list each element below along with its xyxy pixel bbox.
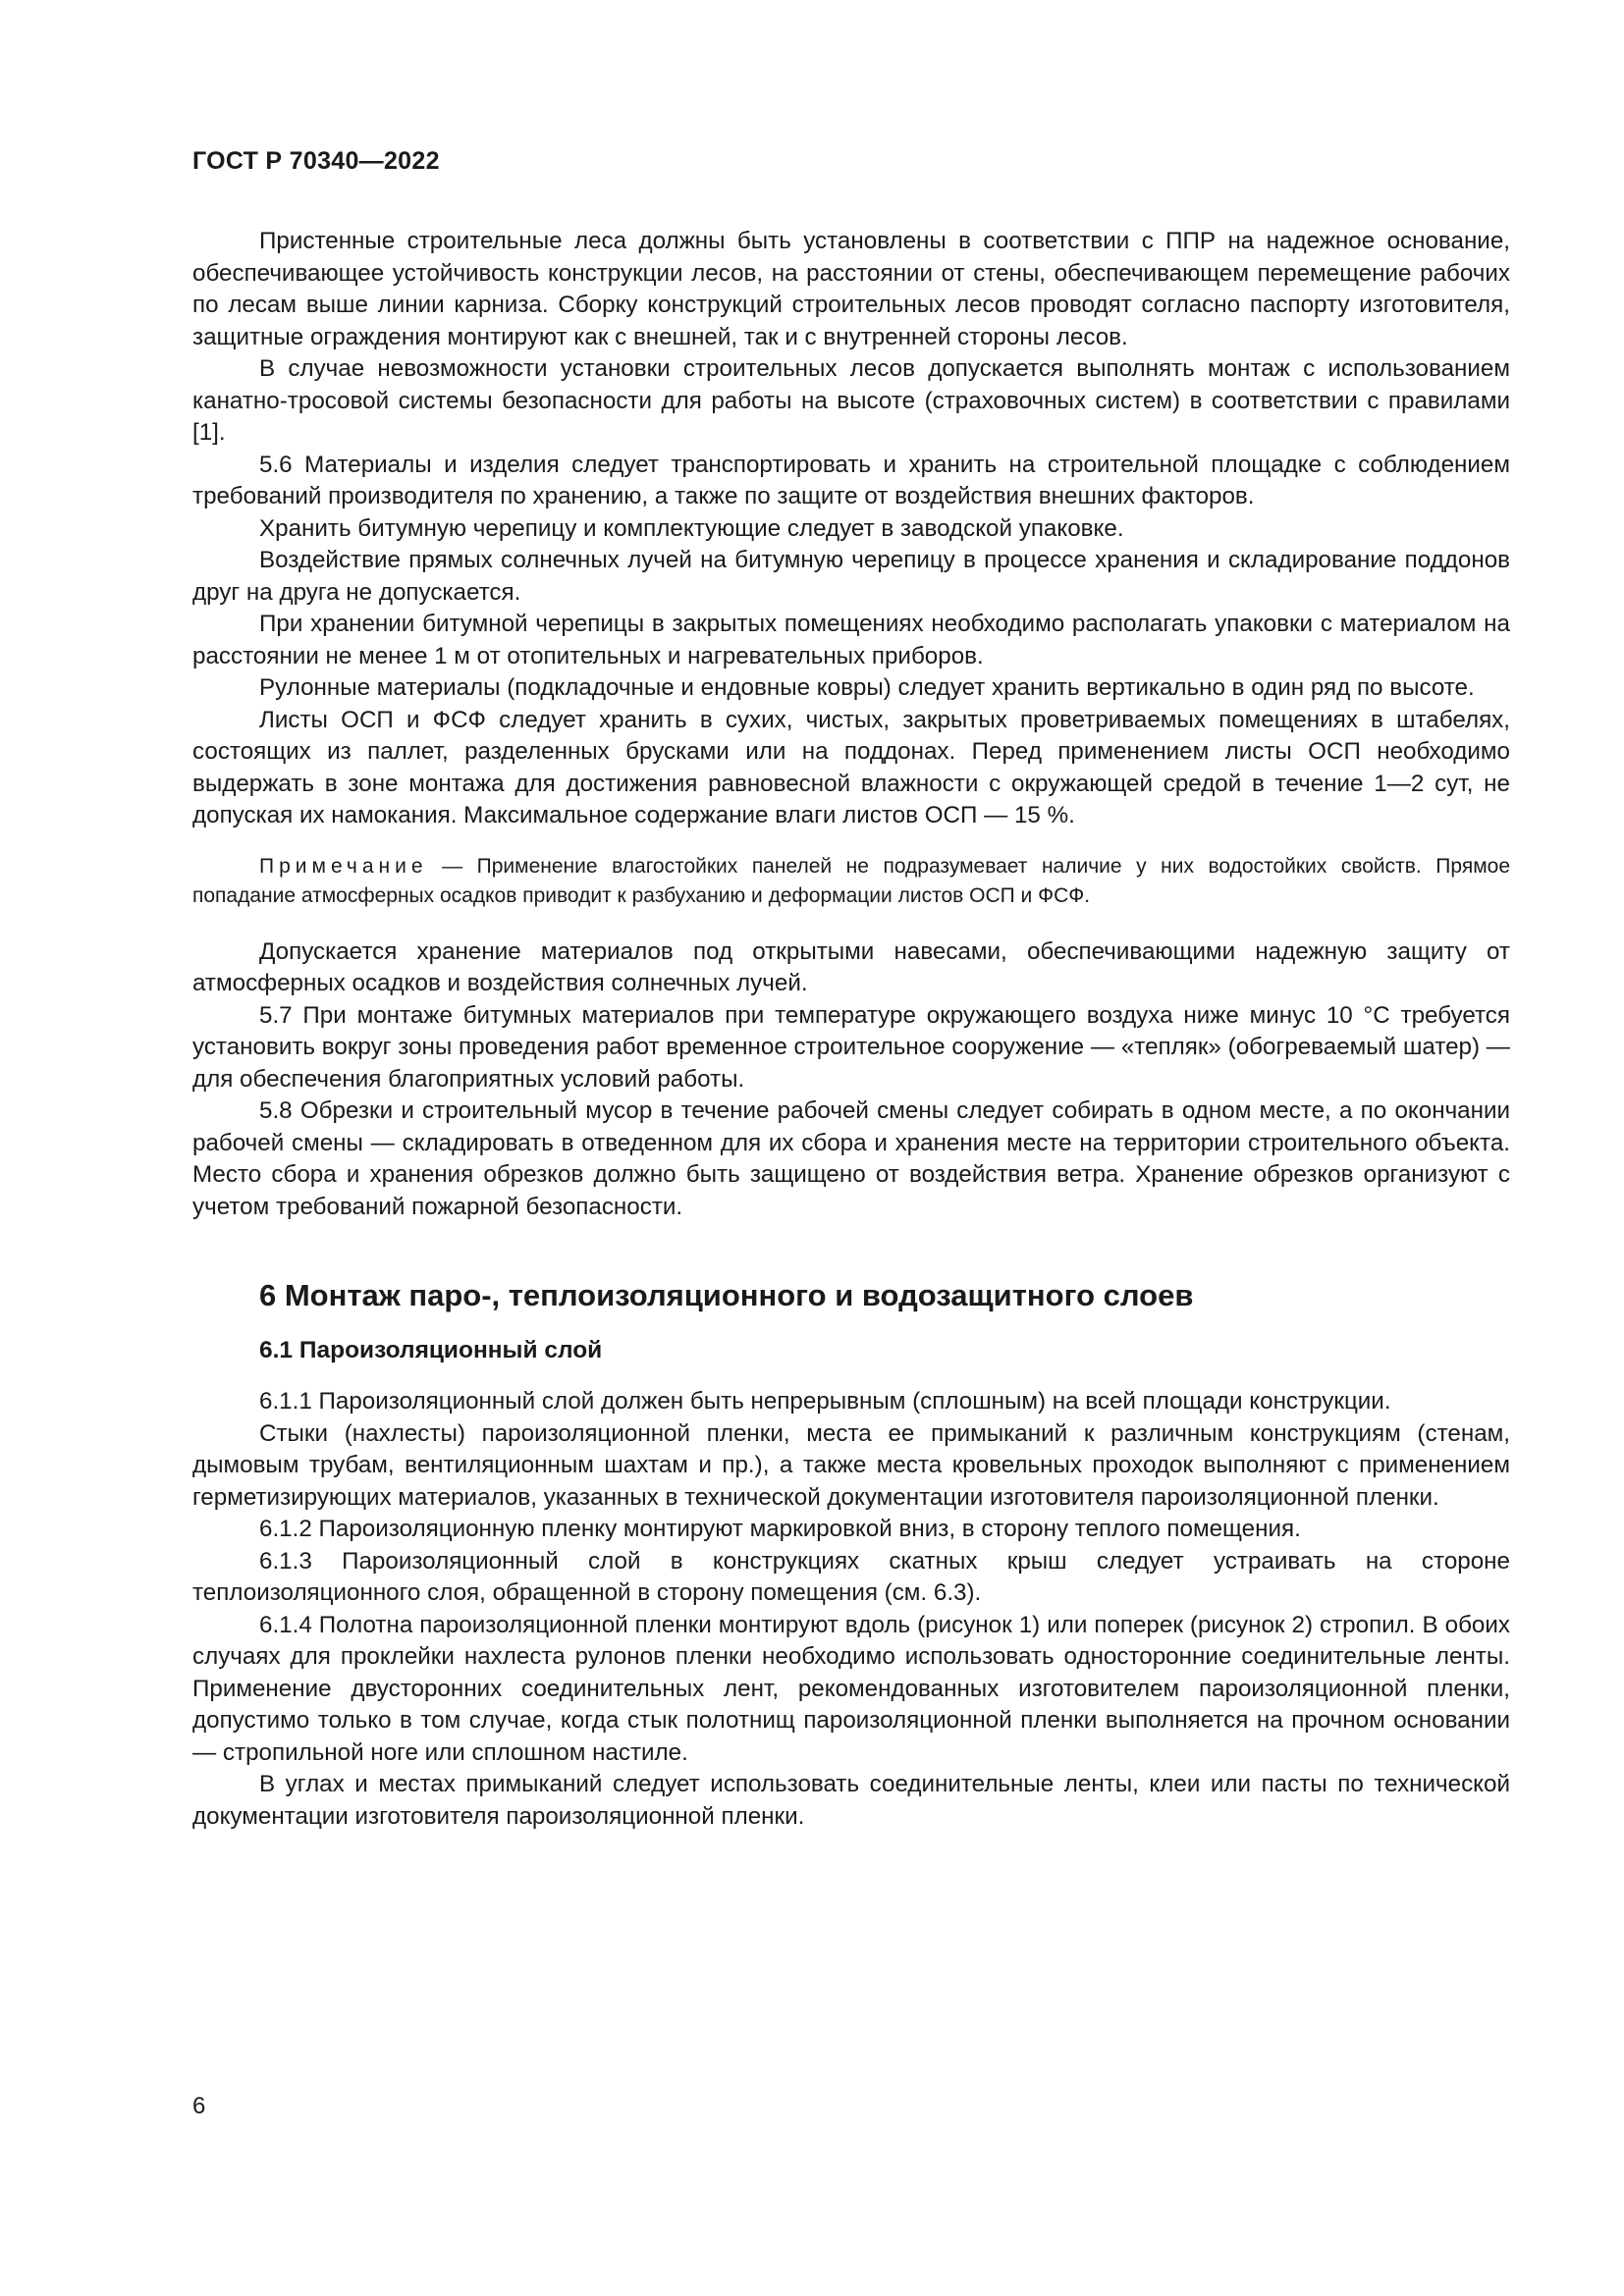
document-header: ГОСТ Р 70340—2022 — [192, 147, 440, 175]
section-6-heading: 6 Монтаж паро-, теплоизоляционного и водозащитного слоев — [259, 1278, 1194, 1312]
paragraph-heaters: При хранении битумной черепицы в закрытых помещениях необходимо располагать упаковки с материалом на расстоянии не менее 1 м от отопительных и нагревательных приборов. — [192, 611, 1510, 669]
paragraph-rope-system: В случае невозможности установки строительных лесов допускается выполнять монтаж с использованием канатно-тросовой системы безопасности для работы на высоте (страховочных систем) в соответствии с правилами [1]. — [192, 355, 1510, 446]
paragraph-rolled-materials: Рулонные материалы (подкладочные и ендовные ковры) следует хранить вертикально в один ряд по высоте. — [259, 674, 1475, 701]
section-6-1-heading: 6.1 Пароизоляционный слой — [259, 1337, 603, 1363]
paragraph-osb-storage: Листы ОСП и ФСФ следует хранить в сухих, чистых, закрытых проветриваемых помещениях в штабелях, состоящих из паллет, разделенных брусками или на поддонах. Перед применением листы ОСП необходимо выдержать в зоне монтажа для достижения равновесной влажности с окружающей средой в течение 1—2 сут, не допуская их намокания. Максимальное содержание влаги листов ОСП — 15 %. — [192, 706, 1510, 828]
paragraph-5-7: 5.7 При монтаже битумных материалов при температуре окружающего воздуха ниже минус 10 °С требуется установить вокруг зоны проведения работ временное строительное сооружение — «тепляк» (обогреваемый шатер) — для обеспечения благоприятных условий работы. — [192, 1001, 1510, 1093]
paragraph-6-1-4: 6.1.4 Полотна пароизоляционной пленки монтируют вдоль (рисунок 1) или поперек (рисунок 2) стропил. В обоих случаях для проклейки нахлеста рулонов пленки необходимо использовать односторонние соединительные ленты. Применение двусторонних соединительных лент, рекомендованных изготовителем пароизоляционной пленки, допустимо только в том случае, когда стык полотнищ пароизоляционной пленки выполняется на прочном основании — стропильной ноге или сплошном настиле. — [192, 1611, 1510, 1766]
note-block — [192, 852, 1510, 911]
page-content — [192, 226, 1510, 1833]
paragraph-corners: В углах и местах примыканий следует использовать соединительные ленты, клеи или пасты по технической документации изготовителя пароизоляционной пленки. — [192, 1771, 1510, 1830]
paragraph-scaffolding: Пристенные строительные леса должны быть установлены в соответствии с ППР на надежное основание, обеспечивающее устойчивость конструкции лесов, на расстоянии от стены, обеспечивающем перемещение рабочих по лесам выше линии карниза. Сборку конструкций строительных лесов проводят согласно паспорту изготовителя, защитные ограждения монтируют как с внешней, так и с внутренней стороны лесов. — [192, 228, 1510, 350]
paragraph-storage-packaging: Хранить битумную черепицу и комплектующие следует в заводской упаковке. — [259, 514, 1124, 542]
paragraph-6-1-3: 6.1.3 Пароизоляционный слой в конструкциях скатных крыш следует устраивать на стороне теплоизоляционного слоя, обращенной в сторону помещения (см. 6.3). — [192, 1547, 1510, 1606]
note-text: — Применение влагостойких панелей не подразумевает наличие у них водостойких свойств. Прямое попадание атмосферных осадков приводит к разбуханию и деформации листов ОСП и ФСФ. — [192, 854, 1510, 907]
paragraph-5-8: 5.8 Обрезки и строительный мусор в течение рабочей смены следует собирать в одном месте, а по окончании рабочей смены — складировать в отведенном для их сбора и хранения месте на территории строительного объекта. Место сбора и хранения обрезков должно быть защищено от воздействия ветра. Хранение обрезков организуют с учетом требований пожарной безопасности. — [192, 1097, 1510, 1220]
paragraph-6-1-2: 6.1.2 Пароизоляционную пленку монтируют маркировкой вниз, в сторону теплого помещения. — [259, 1516, 1301, 1542]
paragraph-5-6: 5.6 Материалы и изделия следует транспортировать и хранить на строительной площадке с соблюдением требований производителя по хранению, а также по защите от воздействия внешних факторов. — [192, 451, 1510, 509]
paragraph-sunlight: Воздействие прямых солнечных лучей на битумную черепицу в процессе хранения и складирование поддонов друг на друга не допускается. — [192, 547, 1510, 606]
paragraph-open-sheds: Допускается хранение материалов под открытыми навесами, обеспечивающими надежную защиту от атмосферных осадков и воздействия солнечных лучей. — [192, 937, 1510, 996]
paragraph-6-1-1: 6.1.1 Пароизоляционный слой должен быть непрерывным (сплошным) на всей площади конструкции. — [259, 1388, 1391, 1415]
paragraph-joints: Стыки (нахлесты) пароизоляционной пленки, места ее примыканий к различным конструкциям (стенам, дымовым трубам, вентиляционным шахтам и пр.), а также места кровельных проходок выполняют с применением герметизирующих материалов, указанных в технической документации изготовителя пароизоляционной пленки. — [192, 1419, 1510, 1511]
note-label: Примечание — [259, 854, 428, 878]
page-number: 6 — [192, 2093, 206, 2119]
